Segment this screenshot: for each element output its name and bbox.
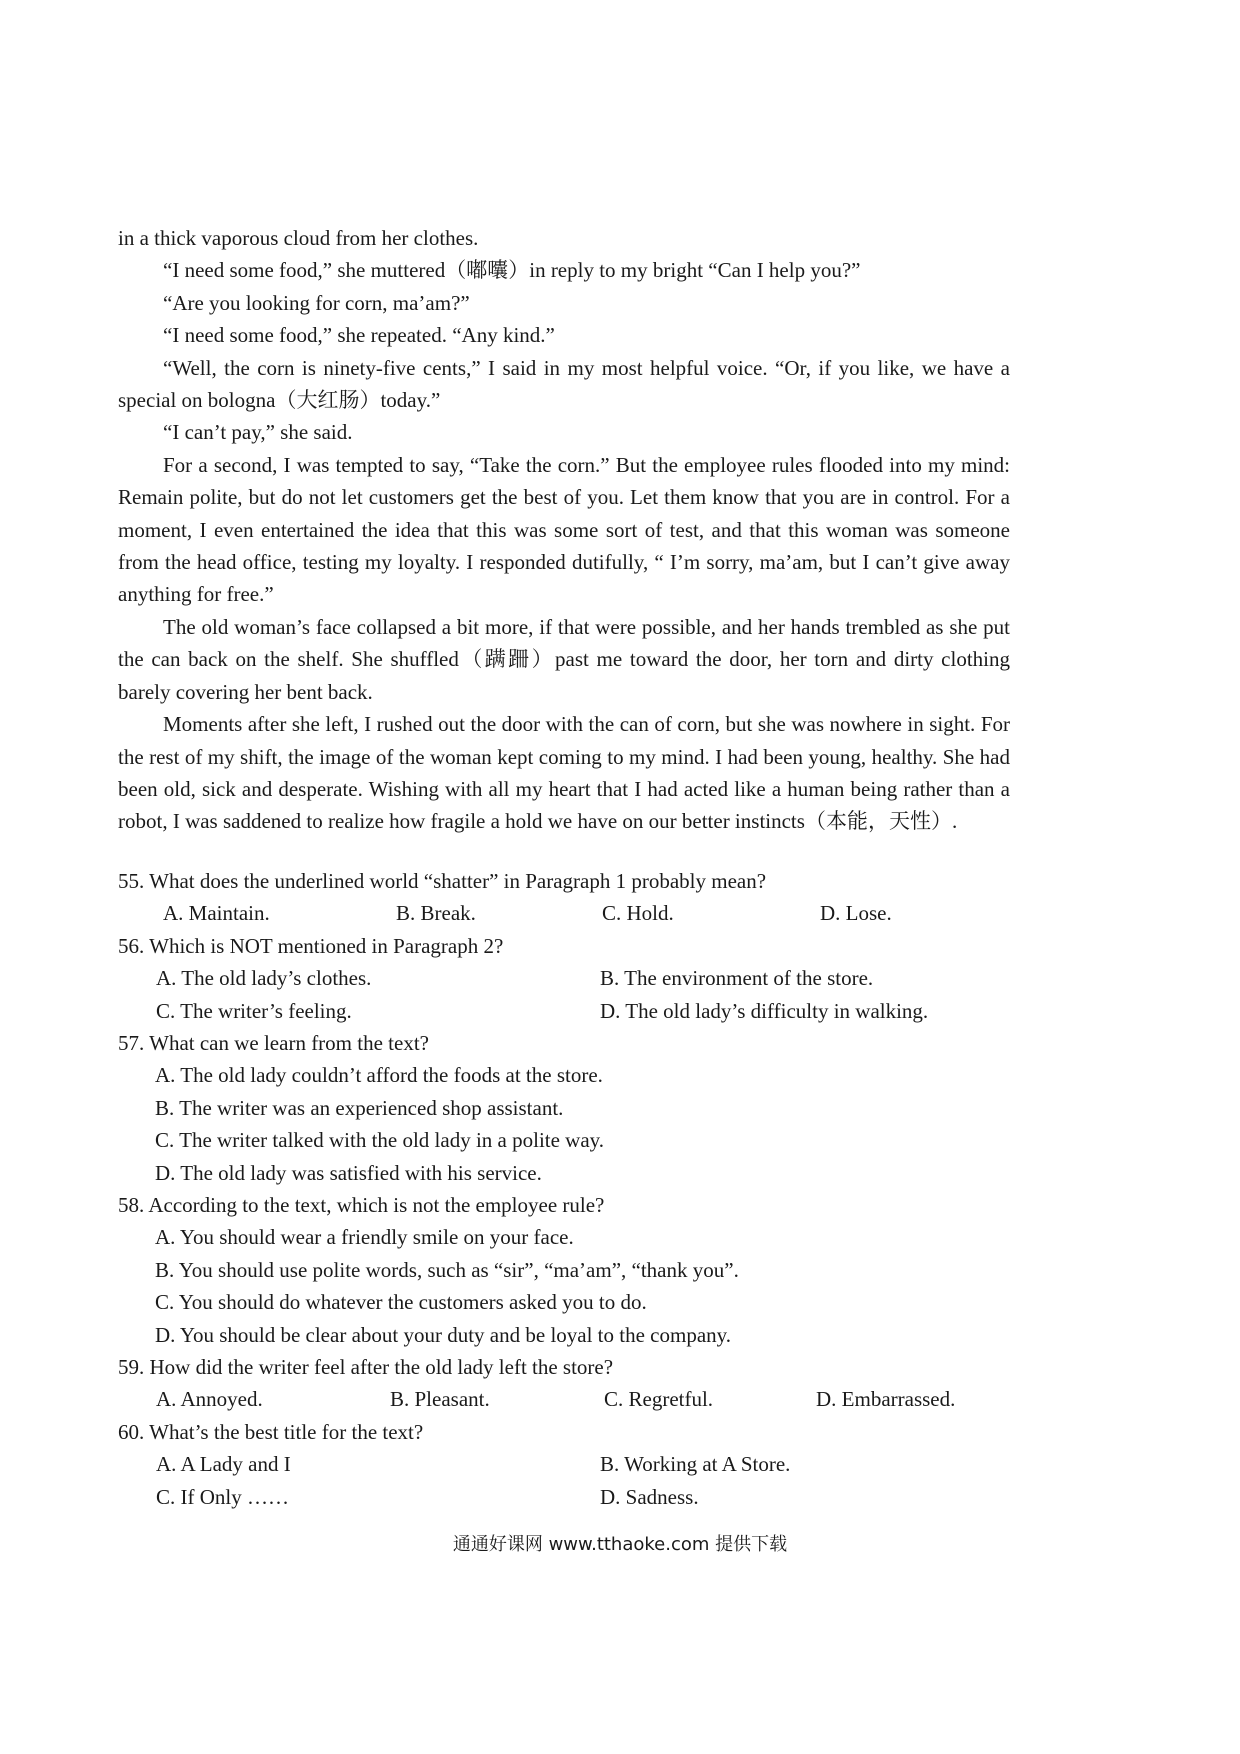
option-b: B. You should use polite words, such as “sir”, “ma’am”, “thank you”. (155, 1257, 739, 1282)
question-59-stem: 59. How did the writer feel after the old lady left the store? (118, 1355, 614, 1380)
option-a: A. The old lady’s clothes. (156, 966, 372, 991)
question-56-stem: 56. Which is NOT mentioned in Paragraph 2? (118, 933, 504, 958)
passage-continuation: in a thick vaporous cloud from her clothes. (118, 226, 479, 250)
question-55-stem: 55. What does the underlined world “shatter” in Paragraph 1 probably mean? (118, 869, 767, 893)
question-60-options-row-2 (118, 1481, 1010, 1513)
option-a: A. You should wear a friendly smile on your face. (155, 1225, 574, 1250)
passage-paragraph: “Are you looking for corn, ma’am?” (163, 290, 470, 315)
question-56-options-row-1 (118, 962, 1010, 994)
option-d: D. You should be clear about your duty and be loyal to the company. (155, 1322, 732, 1347)
option-d: D. Lose. (820, 901, 892, 926)
option-d: D. The old lady was satisfied with his service. (155, 1160, 542, 1185)
option-c: C. The writer talked with the old lady in a polite way. (155, 1128, 605, 1153)
option-c: C. You should do whatever the customers asked you to do. (155, 1290, 647, 1315)
question-60-stem: 60. What’s the best title for the text? (118, 1419, 424, 1444)
reading-passage (118, 222, 1010, 838)
passage-paragraph: Moments after she left, I rushed out the door with the can of corn, but she was nowhere in sight. For the rest of my shift, the image of the woman kept coming to my mind. I had been young, healthy. She had been old, sick and desperate. Wishing with all my heart that I had acted like a human being rather than a robot, I was saddened to realize how fragile a hold we have on our better instincts（本能，天性）. (118, 712, 1010, 834)
passage-paragraph: “I need some food,” she muttered（嘟囔）in reply to my bright “Can I help you?” (163, 258, 861, 283)
passage-paragraph: For a second, I was tempted to say, “Take the corn.” But the employee rules flooded into my mind: Remain polite, but do not let customers get the best of you. Let them know that you are in control. For a moment, I even entertained the idea that this was some sort of test, and that this woman was someone from the head office, testing my loyalty. I responded dutifully, “ I’m sorry, ma’am, but I can’t give away anything for free.” (118, 452, 1010, 607)
passage-paragraph: “I need some food,” she repeated. “Any kind.” (163, 323, 555, 348)
option-a: A. Maintain. (163, 901, 270, 926)
option-b: B. Pleasant. (390, 1387, 490, 1412)
passage-paragraph: The old woman’s face collapsed a bit more, if that were possible, and her hands trembled as she put the can back on the shelf. She shuffled（蹒跚）past me toward the door, her torn and dirty clothing barely covering her bent back. (118, 614, 1010, 704)
option-a: A. Annoyed. (156, 1387, 263, 1412)
option-c: C. The writer’s feeling. (156, 998, 352, 1023)
option-b: B. The writer was an experienced shop assistant. (155, 1095, 564, 1120)
option-a: A. A Lady and I (156, 1452, 291, 1477)
passage-paragraph: “I can’t pay,” she said. (163, 420, 353, 445)
passage-paragraph: “Well, the corn is ninety-five cents,” I said in my most helpful voice. “Or, if you like, we have a special on bologna（大红肠）today.” (118, 355, 1010, 413)
option-d: D. Sadness. (600, 1484, 699, 1509)
option-d: D. Embarrassed. (816, 1387, 956, 1412)
question-60-options-row-1 (118, 1448, 1010, 1480)
question-56-options-row-2 (118, 995, 1010, 1027)
question-57-stem: 57. What can we learn from the text? (118, 1030, 429, 1055)
option-d: D. The old lady’s difficulty in walking. (600, 998, 929, 1023)
option-b: B. The environment of the store. (600, 966, 874, 991)
option-a: A. The old lady couldn’t afford the foods at the store. (155, 1063, 603, 1088)
option-b: B. Break. (396, 901, 476, 926)
option-c: C. If Only …… (156, 1484, 289, 1509)
page-footer-source: 通通好课网 www.tthaoke.com 提供下载 (452, 1534, 788, 1555)
question-list (118, 865, 1010, 1513)
question-55-options (118, 897, 1010, 929)
option-c: C. Regretful. (604, 1387, 714, 1412)
option-c: C. Hold. (602, 901, 674, 926)
option-b: B. Working at A Store. (600, 1452, 791, 1477)
question-59-options (118, 1383, 1010, 1415)
question-58-stem: 58. According to the text, which is not the employee rule? (118, 1193, 605, 1218)
